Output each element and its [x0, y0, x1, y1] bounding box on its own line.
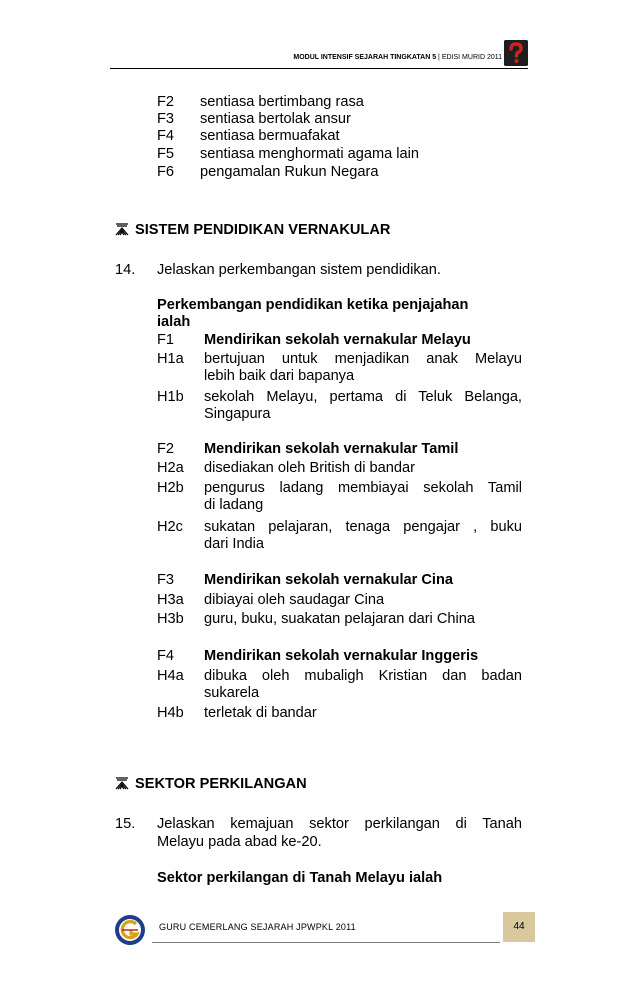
section-title: SISTEM PENDIDIKAN VERNAKULAR: [135, 222, 391, 238]
intro-code: F5: [157, 146, 175, 162]
item-code: H1a: [157, 351, 184, 367]
answer-intro: Perkembangan pendidikan ketika penjajahan: [157, 297, 469, 313]
item-text: sukatan pelajaran, tenaga pengajar , buku: [204, 519, 522, 535]
fan-decorative-icon: [115, 222, 129, 236]
group-title: Mendirikan sekolah vernakular Cina: [204, 572, 453, 588]
item-text: dibiayai oleh saudagar Cina: [204, 592, 385, 608]
section-title: SEKTOR PERKILANGAN: [135, 776, 307, 792]
guru-cemerlang-logo-icon: [114, 914, 146, 946]
item-text: sukarela: [204, 685, 260, 701]
item-code: H4a: [157, 668, 184, 684]
intro-code: F6: [157, 164, 175, 180]
header-title: MODUL INTENSIF SEJARAH TINGKATAN 5: [293, 54, 437, 61]
item-text: Singapura: [204, 406, 271, 422]
group-title: Mendirikan sekolah vernakular Melayu: [204, 332, 471, 348]
item-code: H2b: [157, 480, 184, 496]
item-code: H2c: [157, 519, 183, 535]
item-text: guru, buku, suakatan pelajaran dari China: [204, 611, 475, 627]
header-edition: EDISI MURID 2011: [441, 54, 502, 61]
item-code: H3b: [157, 611, 184, 627]
item-text: dari India: [204, 536, 265, 552]
intro-text: sentiasa bertolak ansur: [200, 111, 351, 127]
intro-code: F2: [157, 94, 175, 110]
question-text: Jelaskan kemajuan sektor perkilangan di Tanah: [157, 816, 522, 832]
page-header: [110, 38, 528, 72]
question-mark-logo-icon: [504, 40, 528, 66]
item-text: bertujuan untuk menjadikan anak Melayu: [204, 351, 522, 367]
answer-intro: Sektor perkilangan di Tanah Melayu ialah: [157, 870, 443, 886]
answer-intro: ialah: [157, 314, 191, 330]
header-separator: |: [438, 54, 440, 61]
question-number: 15.: [115, 816, 136, 832]
intro-code: F4: [157, 128, 175, 144]
page-number: 44: [503, 912, 535, 942]
group-code: F4: [157, 648, 175, 664]
group-code: F3: [157, 572, 175, 588]
item-code: H1b: [157, 389, 184, 405]
item-text: lebih baik dari bapanya: [204, 368, 355, 384]
item-text: dibuka oleh mubaligh Kristian dan badan: [204, 668, 522, 684]
section-heading-sistem-pendidikan: [115, 222, 390, 238]
question-number: 14.: [115, 262, 136, 278]
intro-text: pengamalan Rukun Negara: [200, 164, 379, 180]
intro-text: sentiasa menghormati agama lain: [200, 146, 420, 162]
item-text: terletak di bandar: [204, 705, 317, 721]
item-text: pengurus ladang membiayai sekolah Tamil: [204, 480, 522, 496]
item-text: sekolah Melayu, pertama di Teluk Belanga,: [204, 389, 522, 405]
footer-rule: [152, 942, 500, 943]
group-title: Mendirikan sekolah vernakular Tamil: [204, 441, 459, 457]
footer-text: GURU CEMERLANG SEJARAH JPWPKL 2011: [159, 922, 356, 932]
item-text: di ladang: [204, 497, 264, 513]
item-code: H3a: [157, 592, 184, 608]
section-heading-sektor-perkilangan: [115, 776, 307, 792]
group-code: F1: [157, 332, 175, 348]
header-rule: [110, 68, 528, 69]
intro-text: sentiasa bertimbang rasa: [200, 94, 364, 110]
intro-text: sentiasa bermuafakat: [200, 128, 340, 144]
item-code: H4b: [157, 705, 184, 721]
header-text: [293, 54, 502, 61]
question-text: Jelaskan perkembangan sistem pendidikan.: [157, 262, 441, 278]
group-code: F2: [157, 441, 175, 457]
item-text: disediakan oleh British di bandar: [204, 460, 415, 476]
group-title: Mendirikan sekolah vernakular Inggeris: [204, 648, 479, 664]
item-code: H2a: [157, 460, 184, 476]
fan-decorative-icon: [115, 776, 129, 790]
intro-code: F3: [157, 111, 175, 127]
question-text: Melayu pada abad ke-20.: [157, 834, 322, 850]
